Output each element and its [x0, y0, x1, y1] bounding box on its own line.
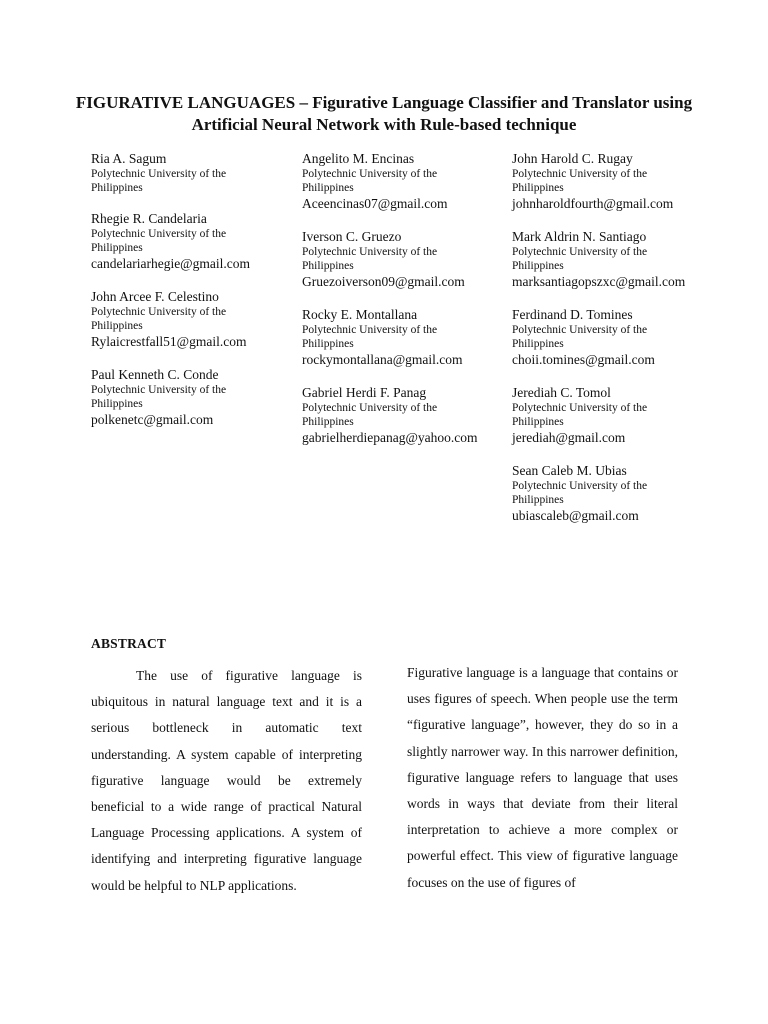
- author-email: marksantiagopszxc@gmail.com: [512, 274, 686, 289]
- author-affiliation: Polytechnic University of the Philippines: [512, 168, 648, 194]
- body-paragraph: Figurative language is a language that contains or uses figures of speech. When people use the term “figurative language”, however, they do so in a slightly narrower way. In this narrower definition, figurative language refers to language that uses words in ways that deviate from their literal interpretation to achieve a more complex or powerful effect. This view of figurative language focuses on the use of figures of: [407, 665, 678, 890]
- author-block: [91, 150, 273, 195]
- author-email: Gruezoiverson09@gmail.com: [302, 274, 465, 289]
- author-name: John Arcee F. Celestino: [91, 289, 219, 304]
- author-affiliation: Polytechnic University of the Philippines: [512, 480, 648, 506]
- author-name: Rocky E. Montallana: [302, 307, 418, 322]
- author-affiliation: Polytechnic University of the Philippines: [302, 402, 438, 428]
- author-name: Ferdinand D. Tomines: [512, 307, 633, 322]
- author-column-1: [91, 150, 273, 444]
- author-affiliation: Polytechnic University of the Philippines: [91, 168, 227, 194]
- author-block: [91, 366, 273, 429]
- author-list: [0, 150, 768, 590]
- author-name: John Harold C. Rugay: [512, 151, 633, 166]
- author-email: Rylaicrestfall51@gmail.com: [91, 334, 247, 349]
- author-affiliation: Polytechnic University of the Philippines: [91, 228, 227, 254]
- author-email: johnharoldfourth@gmail.com: [512, 196, 674, 211]
- author-block: [91, 210, 273, 273]
- author-name: Iverson C. Gruezo: [302, 229, 402, 244]
- author-email: choii.tomines@gmail.com: [512, 352, 655, 367]
- author-email: rockymontallana@gmail.com: [302, 352, 463, 367]
- author-name: Mark Aldrin N. Santiago: [512, 229, 647, 244]
- author-email: ubiascaleb@gmail.com: [512, 508, 639, 523]
- author-email: jerediah@gmail.com: [512, 430, 626, 445]
- paper-title: FIGURATIVE LANGUAGES – Figurative Language Classifier and Translator using Artificial Neural Network with Rule-based technique: [75, 93, 693, 134]
- author-name: Gabriel Herdi F. Panag: [302, 385, 427, 400]
- author-affiliation: Polytechnic University of the Philippines: [512, 324, 648, 350]
- abstract-heading: ABSTRACT: [91, 636, 167, 651]
- author-block: [302, 228, 484, 291]
- author-name: Angelito M. Encinas: [302, 151, 415, 166]
- author-email: Aceencinas07@gmail.com: [302, 196, 448, 211]
- author-name: Jerediah C. Tomol: [512, 385, 611, 400]
- author-block: [302, 306, 484, 369]
- author-affiliation: Polytechnic University of the Philippines: [512, 402, 648, 428]
- author-block: [91, 288, 273, 351]
- author-affiliation: Polytechnic University of the Philippines: [302, 246, 438, 272]
- author-affiliation: Polytechnic University of the Philippines: [302, 168, 438, 194]
- author-affiliation: Polytechnic University of the Philippines: [512, 246, 648, 272]
- author-affiliation: Polytechnic University of the Philippines: [91, 384, 227, 410]
- author-block: [302, 384, 484, 447]
- author-name: Sean Caleb M. Ubias: [512, 463, 627, 478]
- author-column-2: [302, 150, 484, 462]
- author-name: Rhegie R. Candelaria: [91, 211, 207, 226]
- author-block: [512, 384, 694, 447]
- author-name: Ria A. Sagum: [91, 151, 167, 166]
- abstract-paragraph: The use of figurative language is ubiquitous in natural language text and it is a serious bottleneck in automatic text understanding. A system capable of interpreting figurative language would be extremely beneficial to a wide range of practical Natural Language Processing applications. A system of identifying and interpreting figurative language would be helpful to NLP applications.: [91, 668, 362, 893]
- author-block: [512, 228, 694, 291]
- author-block: [512, 462, 694, 525]
- author-email: candelariarhegie@gmail.com: [91, 256, 250, 271]
- author-affiliation: Polytechnic University of the Philippines: [302, 324, 438, 350]
- author-block: [302, 150, 484, 213]
- author-column-3: [512, 150, 694, 540]
- author-name: Paul Kenneth C. Conde: [91, 367, 219, 382]
- author-email: polkenetc@gmail.com: [91, 412, 214, 427]
- author-affiliation: Polytechnic University of the Philippines: [91, 306, 227, 332]
- author-block: [512, 306, 694, 369]
- author-email: gabrielherdiepanag@yahoo.com: [302, 430, 478, 445]
- author-block: [512, 150, 694, 213]
